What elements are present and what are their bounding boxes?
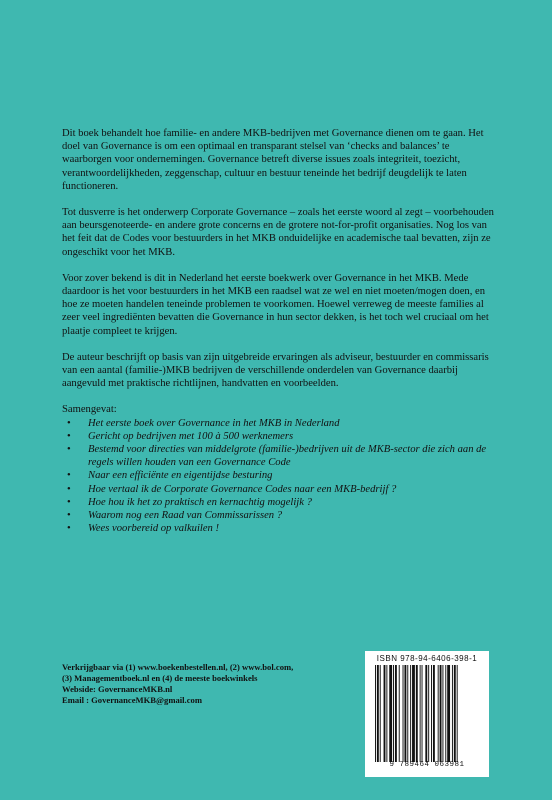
list-item: • Gericht op bedrijven met 100 à 500 werknemers (88, 430, 494, 443)
isbn-label: ISBN 978-94-6406-398-1 (376, 654, 478, 663)
list-item: • Waarom nog een Raad van Commissarissen ? (88, 509, 494, 522)
isbn-barcode (365, 651, 489, 777)
availability-line-2: (3) Managementboek.nl en (4) de meeste boekwinkels (62, 673, 258, 683)
intro-paragraph: Dit boek behandelt hoe familie- en andere MKB-bedrijven met Governance dienen om te gaan. Het doel van Governance is om een optimaal en transparant stelsel van ‘checks and balances’ te waarborgen voor ondernemingen. Governance betreft diverse issues zoals integriteit, toezicht, verantwoordelijkheden, zeggenschap, cultuur en bestuur teneinde het bedrijf deugdelijk te laten functioneren. (62, 128, 484, 192)
availability-line-1: Verkrijgbaar via (1) www.boekenbestellen.nl, (2) www.bol.com, (62, 662, 294, 672)
summary-list (62, 417, 494, 536)
availability-info (62, 662, 293, 706)
summary-heading: Samengevat: (62, 404, 117, 416)
author-paragraph: De auteur beschrijft op basis van zijn uitgebreide ervaringen als adviseur, bestuurder en commissaris van een aantal (familie-)MKB bedrijven de verschillende onderdelen van Governance daarbij aangevuld met praktische richtlijnen, handvatten en voorbeelden. (62, 351, 489, 390)
list-item: • Het eerste boek over Governance in het MKB in Nederland (88, 417, 494, 430)
email-line: Email : GovernanceMKB@gmail.com (62, 695, 202, 705)
back-cover-text (62, 127, 494, 535)
list-item: • Naar een efficiënte en eigentijdse besturing (88, 469, 494, 482)
governance-paragraph: Tot dusverre is het onderwerp Corporate Governance – zoals het eerste woord al zegt – voorbehouden aan beursgenoteerde- en andere grote concerns en de grotere not-for-profit organisaties. Nog los van het feit dat de Codes voor bestuurders in het MKB onduidelijke en academische taal bevatten, zijn ze ongeschikt voor het MKB. (62, 207, 494, 258)
list-item: • Bestemd voor directies van middelgrote (familie-)bedrijven uit de MKB-sector die zich aan de regels willen houden van een Governance Code (88, 443, 494, 469)
barcode-bars (373, 665, 481, 762)
list-item: • Hoe hou ik het zo praktisch en kernachtig mogelijk ? (88, 496, 494, 509)
list-item: • Wees voorbereid op valkuilen ! (88, 522, 494, 535)
website-line: Webside: GovernanceMKB.nl (62, 684, 173, 694)
barcode-digits: 9 789464 063981 (389, 761, 465, 769)
first-work-paragraph: Voor zover bekend is dit in Nederland het eerste boekwerk over Governance in het MKB. Mede daardoor is het voor bestuurders in het MKB een raadsel wat ze wel en niet moeten/mogen doen, en hoe ze moeten handelen teneinde problemen te voorkomen. Hoewel verreweg de meeste families al zeer veel ingrediënten bevatten die Governance in hun sector dekken, is het toch wel cruciaal om het plaatje compleet te krijgen. (62, 272, 489, 337)
list-item: • Hoe vertaal ik de Corporate Governance Codes naar een MKB-bedrijf ? (88, 483, 494, 496)
